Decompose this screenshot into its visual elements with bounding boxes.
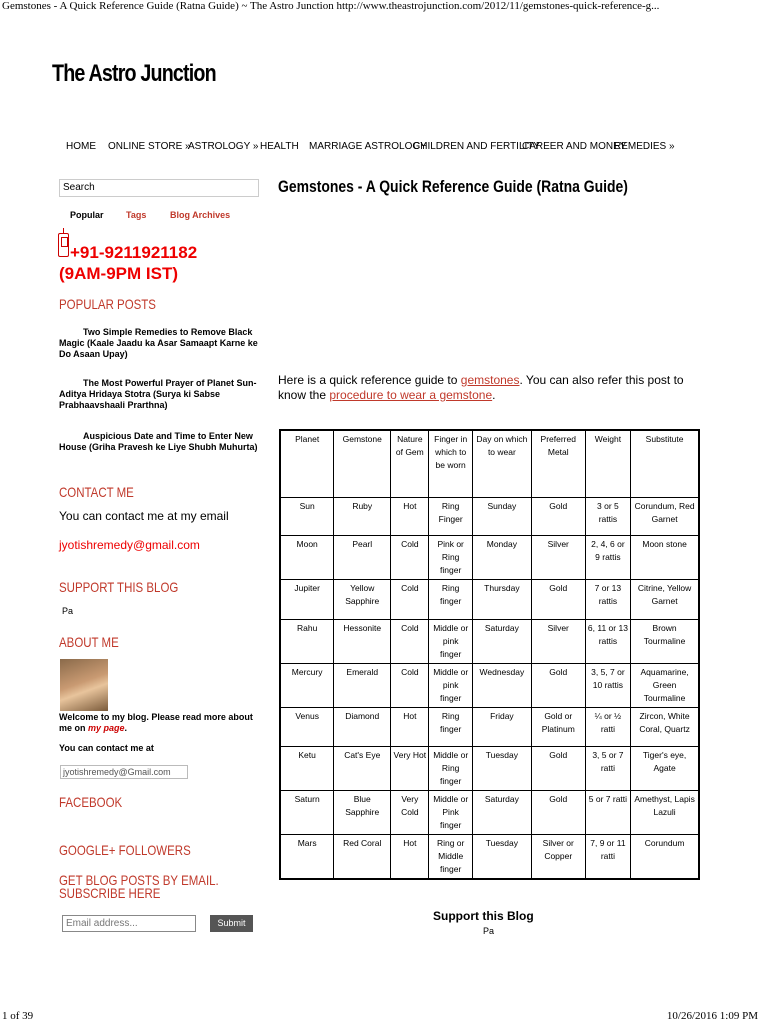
table-cell: Rahu	[280, 619, 334, 663]
support-heading: SUPPORT THIS BLOG	[59, 579, 179, 595]
table-cell: Venus	[280, 707, 334, 746]
table-cell: Diamond	[334, 707, 391, 746]
table-cell: Saturday	[472, 619, 531, 663]
about-text: Welcome to my blog. Please read more about me on my page.	[59, 712, 253, 733]
table-cell: Pearl	[334, 535, 391, 579]
table-cell: Gold	[531, 497, 585, 535]
table-cell: Blue Sapphire	[334, 790, 391, 834]
gemstone-table	[279, 429, 700, 880]
table-cell: Very Cold	[391, 790, 429, 834]
phone-icon	[58, 233, 69, 257]
table-cell: ¼ or ½ ratti	[585, 707, 631, 746]
table-row	[280, 619, 699, 663]
table-cell: Gold	[531, 663, 585, 707]
nav-marriage-astrology[interactable]: MARRIAGE ASTROLOGY	[309, 141, 427, 152]
table-cell: 2, 4, 6 or 9 rattis	[585, 535, 631, 579]
table-cell: Silver or Copper	[531, 834, 585, 879]
table-row	[280, 707, 699, 746]
table-row	[280, 535, 699, 579]
table-cell: Hot	[391, 707, 429, 746]
post-title[interactable]: Gemstones - A Quick Reference Guide (Ratna Guide)	[278, 177, 628, 196]
table-cell: Gold	[531, 579, 585, 619]
table-cell: Wednesday	[472, 663, 531, 707]
table-cell: Sun	[280, 497, 334, 535]
table-cell: Moon	[280, 535, 334, 579]
popular-post-link[interactable]: Auspicious Date and Time to Enter New House (Griha Pravesh ke Liye Shubh Muhurta)	[59, 431, 258, 452]
table-cell: Saturday	[472, 790, 531, 834]
google-followers-heading: GOOGLE+ FOLLOWERS	[59, 842, 191, 858]
nav-health[interactable]: HEALTH	[260, 141, 299, 152]
table-cell: 7 or 13 rattis	[585, 579, 631, 619]
contact-text: You can contact me at my email	[59, 509, 229, 523]
table-header: Preferred Metal	[531, 430, 585, 497]
table-cell: Cold	[391, 663, 429, 707]
contact-email-link[interactable]: jyotishremedy@gmail.com	[59, 538, 200, 552]
table-cell: Hot	[391, 497, 429, 535]
table-cell: 7, 9 or 11 ratti	[585, 834, 631, 879]
table-cell: 6, 11 or 13 rattis	[585, 619, 631, 663]
table-cell: Tuesday	[472, 746, 531, 790]
table-header: Gemstone	[334, 430, 391, 497]
phone-number: +91-9211921182	[70, 243, 198, 262]
table-cell: Friday	[472, 707, 531, 746]
tab-tags[interactable]: Tags	[126, 210, 147, 220]
table-cell: Sunday	[472, 497, 531, 535]
table-cell: Citrine, Yellow Garnet	[631, 579, 699, 619]
table-cell: Zircon, White Coral, Quartz	[631, 707, 699, 746]
about-contact-text: You can contact me at	[59, 743, 154, 753]
support-blog-heading: Support this Blog	[433, 909, 534, 923]
table-row	[280, 579, 699, 619]
facebook-heading: FACEBOOK	[59, 794, 123, 810]
search-input[interactable]: Search	[59, 179, 259, 197]
procedure-link[interactable]: procedure to wear a gemstone	[329, 388, 493, 402]
nav-home[interactable]: HOME	[66, 141, 96, 152]
table-cell: 3 or 5 rattis	[585, 497, 631, 535]
table-cell: Aquamarine, Green Tourmaline	[631, 663, 699, 707]
table-cell: 5 or 7 ratti	[585, 790, 631, 834]
table-header: Nature of Gem	[391, 430, 429, 497]
tab-blog-archives[interactable]: Blog Archives	[170, 210, 231, 220]
table-cell: Tuesday	[472, 834, 531, 879]
table-cell: 3, 5, 7 or 10 rattis	[585, 663, 631, 707]
table-cell: Gold or Platinum	[531, 707, 585, 746]
email-subscribe-input[interactable]: Email address...	[62, 915, 196, 932]
gemstones-link[interactable]: gemstones	[460, 373, 520, 387]
gmail-address-image: jyotishremedy@Gmail.com	[60, 765, 188, 779]
table-cell: Silver	[531, 535, 585, 579]
subscribe-heading: GET BLOG POSTS BY EMAIL. SUBSCRIBE HERE	[59, 872, 219, 901]
about-heading: ABOUT ME	[59, 634, 119, 650]
contact-heading: CONTACT ME	[59, 484, 134, 500]
table-cell: Middle or pink finger	[429, 619, 472, 663]
table-cell: Ruby	[334, 497, 391, 535]
table-cell: Pink or Ring finger	[429, 535, 472, 579]
table-cell: Red Coral	[334, 834, 391, 879]
intro-paragraph: Here is a quick reference guide to gemstones. You can also refer this post to know the procedure to wear a gemstone.	[278, 373, 684, 402]
table-cell: Corundum, Red Garnet	[631, 497, 699, 535]
table-header: Day on which to wear	[472, 430, 531, 497]
table-cell: Ring Finger	[429, 497, 472, 535]
print-header: Gemstones - A Quick Reference Guide (Ratna Guide) ~ The Astro Junction http://www.theastrojunction.com/2012/11/gemstones-quick-reference-g...	[2, 0, 660, 12]
table-cell: Cold	[391, 579, 429, 619]
nav-children-fertility[interactable]: CHILDREN AND FERTILITY	[413, 141, 541, 152]
table-cell: Hot	[391, 834, 429, 879]
table-cell: Corundum	[631, 834, 699, 879]
table-cell: Gold	[531, 790, 585, 834]
table-cell: Emerald	[334, 663, 391, 707]
support-blog-widget[interactable]: Pa	[483, 926, 495, 936]
table-cell: 3, 5 or 7 ratti	[585, 746, 631, 790]
table-cell: Silver	[531, 619, 585, 663]
table-cell: Very Hot	[391, 746, 429, 790]
table-header-row	[280, 430, 699, 497]
popular-post-link[interactable]: The Most Powerful Prayer of Planet Sun- Aditya Hridaya Stotra (Surya ki Sabse Prabhaavshaali Prarthna)	[59, 378, 257, 410]
nav-astrology[interactable]: ASTROLOGY »	[188, 141, 259, 152]
table-cell: Gold	[531, 746, 585, 790]
popular-posts-heading: POPULAR POSTS	[59, 296, 156, 312]
table-header: Weight	[585, 430, 631, 497]
phone-hours: (9AM-9PM IST)	[59, 264, 178, 283]
table-cell: Brown Tourmaline	[631, 619, 699, 663]
table-cell: Tiger's eye, Agate	[631, 746, 699, 790]
table-cell: Saturn	[280, 790, 334, 834]
table-cell: Mars	[280, 834, 334, 879]
table-cell: Amethyst, Lapis Lazuli	[631, 790, 699, 834]
table-row	[280, 663, 699, 707]
page-count: 1 of 39	[2, 1010, 34, 1022]
nav-career-money[interactable]: CAREER AND MONEY	[522, 141, 627, 152]
table-row	[280, 746, 699, 790]
table-header: Planet	[280, 430, 334, 497]
table-cell: Jupiter	[280, 579, 334, 619]
table-cell: Thursday	[472, 579, 531, 619]
print-timestamp: 10/26/2016 1:09 PM	[666, 1010, 758, 1022]
site-title[interactable]: The Astro Junction	[52, 60, 216, 87]
table-cell: Ring or Middle finger	[429, 834, 472, 879]
table-cell: Middle or Pink finger	[429, 790, 472, 834]
table-cell: Cat's Eye	[334, 746, 391, 790]
table-row	[280, 790, 699, 834]
about-page-link[interactable]: my page	[88, 723, 125, 733]
table-cell: Moon stone	[631, 535, 699, 579]
table-cell: Mercury	[280, 663, 334, 707]
table-cell: Middle or pink finger	[429, 663, 472, 707]
table-cell: Yellow Sapphire	[334, 579, 391, 619]
nav-online-store[interactable]: ONLINE STORE »	[108, 141, 191, 152]
table-cell: Ring finger	[429, 707, 472, 746]
submit-button[interactable]: Submit	[210, 915, 253, 932]
sidebar-tabs	[70, 210, 260, 222]
table-cell: Middle or Ring finger	[429, 746, 472, 790]
main-nav	[66, 141, 706, 153]
tab-popular[interactable]: Popular	[70, 210, 104, 220]
support-widget[interactable]: Pa	[62, 606, 74, 616]
table-row	[280, 834, 699, 879]
table-cell: Ketu	[280, 746, 334, 790]
table-cell: Cold	[391, 535, 429, 579]
table-row	[280, 497, 699, 535]
table-header: Finger in which to be worn	[429, 430, 472, 497]
table-cell: Monday	[472, 535, 531, 579]
table-cell: Ring finger	[429, 579, 472, 619]
table-cell: Cold	[391, 619, 429, 663]
avatar	[60, 659, 108, 711]
nav-remedies[interactable]: REMEDIES »	[614, 141, 675, 152]
popular-post-link[interactable]: Two Simple Remedies to Remove Black Magic (Kaale Jaadu ka Asar Samaapt Karne ke Do Asaan Upay)	[59, 327, 258, 359]
table-header: Substitute	[631, 430, 699, 497]
table-cell: Hessonite	[334, 619, 391, 663]
